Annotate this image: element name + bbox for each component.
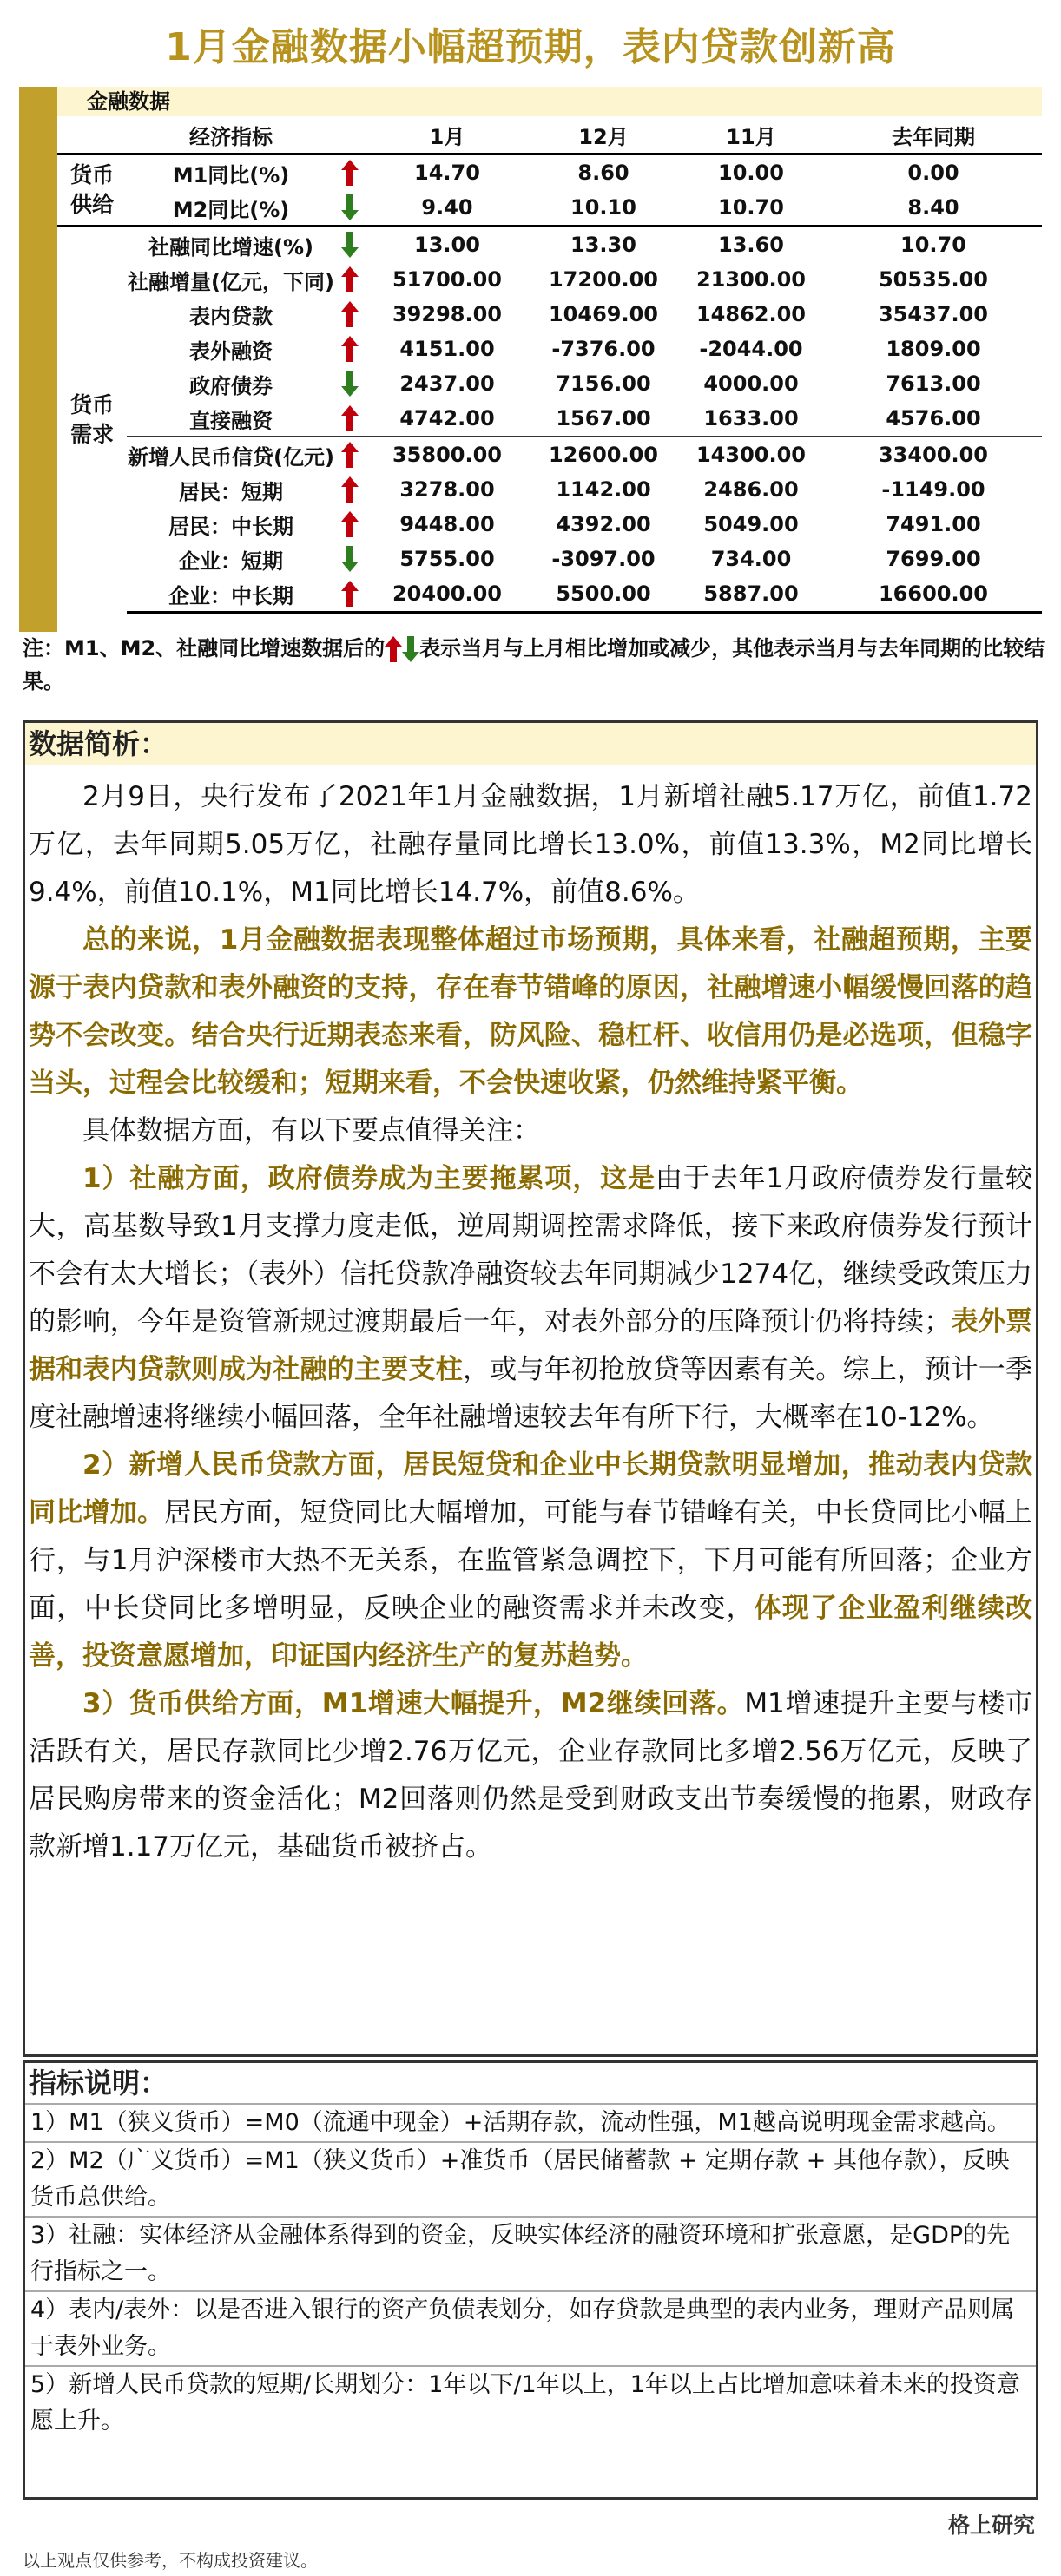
value-cell: 10.70 xyxy=(825,227,1042,263)
column-header-indicator: 经济指标 xyxy=(127,116,335,154)
analysis-paragraph-4 xyxy=(25,1155,1036,1442)
glossary-item-4: 4）表内/表外：以是否进入银行的资产负债表划分，如存贷款是典型的表内业务，理财产品则属于表外业务。 xyxy=(25,2290,1036,2365)
value-cell: 8.40 xyxy=(907,195,959,220)
table-row xyxy=(57,262,1042,297)
table-column-header-row xyxy=(57,116,1042,154)
value-cell: -3097.00 xyxy=(551,547,656,571)
arrow-up-icon xyxy=(341,581,359,607)
para5-highlight: 体现了企业盈利继续改善，投资意愿增加，印证国内经济生产的复苏趋势。 xyxy=(29,1593,1033,1672)
value-cell: 39298.00 xyxy=(392,302,502,326)
indicator-name: 表外融资 xyxy=(189,338,273,364)
value-cell: 50535.00 xyxy=(878,267,988,292)
table-row xyxy=(57,507,1042,542)
value-cell: 35437.00 xyxy=(878,302,988,326)
arrow-up-icon xyxy=(341,301,359,327)
indicator-name: M2同比(%) xyxy=(172,197,290,222)
trend-arrow xyxy=(335,576,365,613)
financial-data-table xyxy=(57,116,1042,614)
page-title: 1月金融数据小幅超预期，表内贷款创新高 xyxy=(165,25,896,69)
brand-label: 格上研究 xyxy=(947,2513,1035,2538)
arrow-down-icon xyxy=(341,546,359,572)
value-cell: 17200.00 xyxy=(548,267,658,292)
value-cell: 33400.00 xyxy=(825,437,1042,472)
glossary-item-5: 5）新增人民币贷款的短期/长期划分：1年以下/1年以上，1年以上占比增加意味着未来的投资意愿上升。 xyxy=(25,2365,1036,2440)
value-cell: 35800.00 xyxy=(365,437,530,472)
arrow-up-icon xyxy=(341,476,359,503)
analysis-paragraph-1: 2月9日，央行发布了2021年1月金融数据，1月新增社融5.17万亿，前值1.72万亿，去年同期5.05万亿，社融存量同比增长13.0%，前值13.3%，M2同比增长9.4%，前值10.1%，M1同比增长14.7%，前值8.6%。 xyxy=(29,781,1032,908)
value-cell: 4742.00 xyxy=(399,406,495,430)
value-cell: 14.70 xyxy=(414,161,480,185)
value-cell: 14862.00 xyxy=(695,302,806,326)
trend-arrow xyxy=(335,507,365,542)
table-row xyxy=(57,472,1042,507)
column-header-jan: 1月 xyxy=(365,116,530,154)
indicator-name: 直接融资 xyxy=(189,408,273,433)
value-cell: 13.00 xyxy=(365,227,530,263)
trend-arrow xyxy=(335,401,365,437)
indicator-name: 社融同比增速(%) xyxy=(127,227,335,263)
arrow-up-icon xyxy=(341,160,359,186)
trend-arrow xyxy=(335,472,365,507)
value-cell: -1149.00 xyxy=(881,477,985,502)
value-cell: 16600.00 xyxy=(825,576,1042,613)
column-header-dec: 12月 xyxy=(530,116,677,154)
arrow-up-icon xyxy=(341,266,359,292)
table-row xyxy=(57,366,1042,401)
indicator-name: 表内贷款 xyxy=(189,304,273,329)
para5-body: 居民方面，短贷同比大幅增加，可能与春节错峰有关，中长贷同比小幅上行，与1月沪深楼市大热不无关系，在监管紧急调控下，下月可能有所回落；企业方面，中长贷同比多增明显，反映企业的融资需求并未改变， xyxy=(29,1497,1032,1624)
value-cell: 10469.00 xyxy=(548,302,658,326)
value-cell: 10.00 xyxy=(718,161,784,185)
trend-arrow xyxy=(335,332,365,366)
glossary-box xyxy=(23,2060,1038,2500)
value-cell: 7699.00 xyxy=(886,547,981,571)
value-cell: 7613.00 xyxy=(886,371,981,396)
value-cell: 734.00 xyxy=(710,547,792,571)
indicator-name: 企业：中长期 xyxy=(127,576,335,613)
footnote-part-a: 注：M1、M2、社融同比增速数据后的 xyxy=(23,636,386,660)
arrow-up-icon xyxy=(341,442,359,468)
group-label-supply: 货币 供给 xyxy=(69,162,114,217)
value-cell: 21300.00 xyxy=(695,267,806,292)
indicator-name: 居民：短期 xyxy=(179,479,283,504)
table-row xyxy=(57,332,1042,366)
arrow-up-icon xyxy=(341,336,359,362)
para6-lead: 3）货币供给方面，M1增速大幅提升，M2继续回落。 xyxy=(82,1688,745,1719)
arrow-up-icon xyxy=(341,405,359,431)
table-row xyxy=(57,154,1042,191)
arrow-up-icon xyxy=(385,636,402,662)
value-cell: 0.00 xyxy=(907,161,959,185)
value-cell: 5500.00 xyxy=(530,576,677,613)
arrow-down-icon xyxy=(402,636,419,662)
group-header-cell xyxy=(57,116,127,154)
value-cell: 12600.00 xyxy=(530,437,677,472)
value-cell: 1633.00 xyxy=(703,406,799,430)
para5-lead: 2）新增人民币贷款方面，居民短贷和企业中长期贷款明显增加，推动表内贷款同比增加。 xyxy=(29,1449,1032,1528)
financial-data-table-block xyxy=(19,87,1042,632)
value-cell: 4576.00 xyxy=(886,406,981,430)
trend-arrow xyxy=(335,297,365,332)
value-cell: 2486.00 xyxy=(703,477,799,502)
value-cell: 7491.00 xyxy=(886,512,981,536)
value-cell: 10.70 xyxy=(718,195,784,220)
value-cell: 5887.00 xyxy=(677,576,825,613)
table-row xyxy=(57,542,1042,576)
trend-arrow xyxy=(335,154,365,191)
indicator-name: 政府债券 xyxy=(189,373,273,398)
column-header-last-year: 去年同期 xyxy=(825,116,1042,154)
trend-arrow xyxy=(335,227,365,263)
para6-body: M1增速提升主要与楼市活跃有关，居民存款同比少增2.76万亿元，企业存款同比多增2.56万亿元，反映了居民购房带来的资金活化；M2回落则仍然是受到财政支出节奏缓慢的拖累，财政存款新增1.17万亿元，基础货币被挤占。 xyxy=(29,1688,1033,1863)
trend-arrow xyxy=(335,190,365,227)
indicator-name: M1同比(%) xyxy=(172,162,290,187)
arrow-header-cell xyxy=(335,116,365,154)
trend-arrow xyxy=(335,542,365,576)
analysis-box xyxy=(23,720,1038,2057)
value-cell: -2044.00 xyxy=(699,337,803,361)
value-cell: -7376.00 xyxy=(551,337,656,361)
table-row xyxy=(57,401,1042,437)
table-row xyxy=(57,576,1042,613)
value-cell: 4392.00 xyxy=(556,512,651,536)
column-header-nov: 11月 xyxy=(677,116,825,154)
para4-body: 由于去年1月政府债券发行量较大，高基数导致1月支撑力度走低，逆周期调控需求降低，接下来政府债券发行预计不会有太大增长；（表外）信托贷款净融资较去年同期减少1274亿，继续受政策压力的影响，今年是资管新规过渡期最后一年，对表外部分的压降预计仍将持续； xyxy=(29,1163,1032,1337)
footnote-part-b: 表示当月与上月相比增加或减少，其他表示当月与去年同期的比较结果。 xyxy=(23,636,1045,693)
analysis-body xyxy=(25,765,1036,2054)
indicator-name: 居民：中长期 xyxy=(168,514,293,539)
para4-highlight: 表外票据和表内贷款则成为社融的主要支柱 xyxy=(29,1306,1032,1385)
value-cell: 9448.00 xyxy=(399,512,495,536)
value-cell: 4000.00 xyxy=(703,371,799,396)
table-row xyxy=(57,190,1042,227)
value-cell: 4151.00 xyxy=(399,337,495,361)
arrow-down-icon xyxy=(341,194,359,220)
glossary-header: 指标说明： xyxy=(25,2063,1036,2103)
value-cell: 5755.00 xyxy=(399,547,495,571)
glossary-item-3: 3）社融：实体经济从金融体系得到的资金，反映实体经济的融资环境和扩张意愿，是GDP的先行指标之一。 xyxy=(25,2216,1036,2290)
value-cell: 2437.00 xyxy=(399,371,495,396)
indicator-name: 企业：短期 xyxy=(179,549,283,574)
glossary-item-1: 1）M1（狭义货币）=M0（流通中现金）+活期存款，流动性强，M1越高说明现金需求越高。 xyxy=(25,2103,1036,2141)
trend-arrow xyxy=(335,366,365,401)
analysis-paragraph-5 xyxy=(25,1442,1036,1680)
value-cell: 9.40 xyxy=(421,195,473,220)
indicator-name: 社融增量(亿元，下同) xyxy=(128,269,334,294)
table-header-label: 金融数据 xyxy=(57,87,1042,116)
trend-arrow xyxy=(335,262,365,297)
table-row xyxy=(57,227,1042,263)
analysis-header: 数据简析： xyxy=(25,723,1036,765)
value-cell: 20400.00 xyxy=(365,576,530,613)
table-row xyxy=(57,437,1042,472)
disclaimer-text: 以上观点仅供参考，不构成投资建议。 xyxy=(23,2550,318,2571)
table-footnote xyxy=(23,632,1047,698)
analysis-paragraph-6 xyxy=(25,1680,1036,1871)
value-cell: 10.10 xyxy=(570,195,636,220)
para4-tail: ，或与年初抢放贷等因素有关。综上，预计一季度社融增速将继续小幅回落，全年社融增速较去年有所下行，大概率在10-12%。 xyxy=(29,1354,1032,1433)
value-cell: 1567.00 xyxy=(556,406,651,430)
value-cell: 5049.00 xyxy=(703,512,799,536)
value-cell: 13.60 xyxy=(677,227,825,263)
glossary-item-2: 2）M2（广义货币）=M1（狭义货币）+准货币（居民储蓄款 + 定期存款 + 其他存款），反映货币总供给。 xyxy=(25,2141,1036,2216)
arrow-up-icon xyxy=(341,511,359,537)
value-cell: 1809.00 xyxy=(886,337,981,361)
gold-side-bar xyxy=(19,87,57,632)
value-cell: 7156.00 xyxy=(556,371,651,396)
value-cell: 8.60 xyxy=(577,161,629,185)
value-cell: 13.30 xyxy=(530,227,677,263)
arrow-down-icon xyxy=(341,371,359,397)
value-cell: 1142.00 xyxy=(556,477,651,502)
para4-lead: 1）社融方面，政府债券成为主要拖累项，这是 xyxy=(82,1163,656,1194)
group-label-demand: 货币 需求 xyxy=(57,227,127,613)
arrow-down-icon xyxy=(341,232,359,258)
value-cell: 14300.00 xyxy=(677,437,825,472)
trend-arrow xyxy=(335,437,365,472)
analysis-paragraph-2: 总的来说，1月金融数据表现整体超过市场预期，具体来看，社融超预期，主要源于表内贷款和表外融资的支持，存在春节错峰的原因，社融增速小幅缓慢回落的趋势不会改变。结合央行近期表态来看，防风险、稳杠杆、收信用仍是必选项，但稳字当头，过程会比较缓和；短期来看，不会快速收紧，仍然维持紧平衡。 xyxy=(29,924,1032,1099)
analysis-paragraph-3: 具体数据方面，有以下要点值得关注： xyxy=(82,1115,540,1147)
value-cell: 51700.00 xyxy=(392,267,502,292)
value-cell: 3278.00 xyxy=(399,477,495,502)
table-row xyxy=(57,297,1042,332)
indicator-name: 新增人民币信贷(亿元) xyxy=(127,437,335,472)
